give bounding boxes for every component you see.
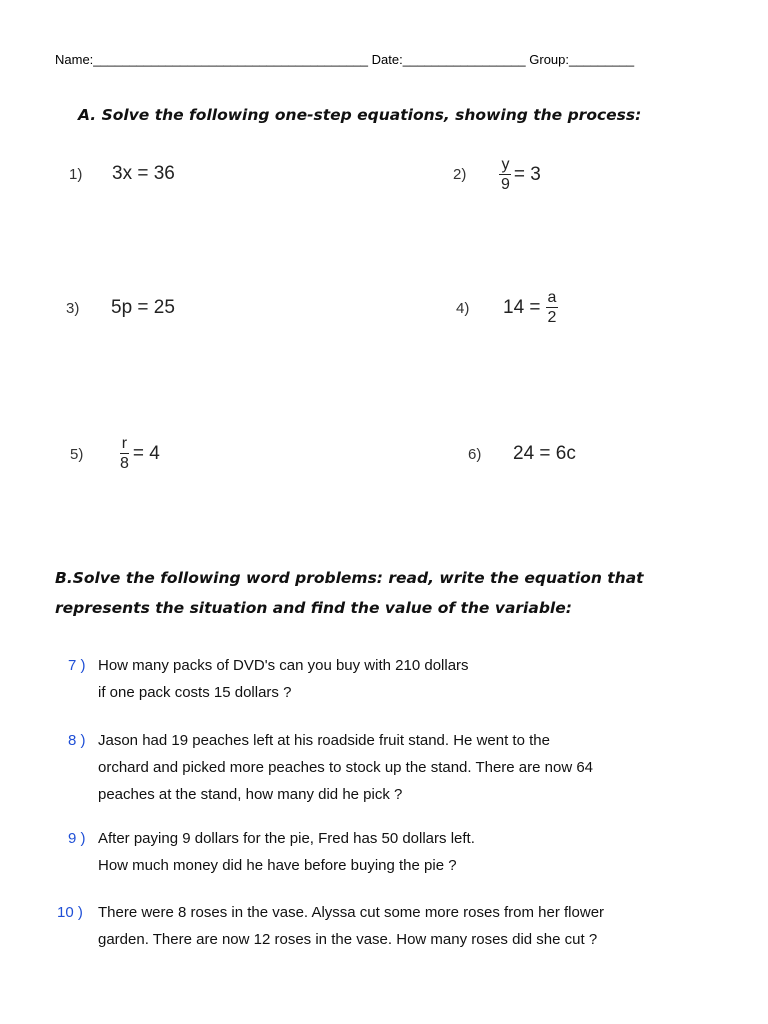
- fraction-denominator: 2: [547, 309, 557, 326]
- word-problem-line: How many packs of DVD's can you buy with 210 dollars: [98, 657, 469, 674]
- problem-4-equation: [503, 289, 560, 326]
- problem-4-number: 4): [456, 300, 470, 317]
- word-problem-line: peaches at the stand, how many did he pick ?: [98, 786, 403, 803]
- word-problem-line: garden. There are now 12 roses in the vase. How many roses did she cut ?: [98, 931, 598, 948]
- word-problem-line: There were 8 roses in the vase. Alyssa cut some more roses from her flower: [98, 904, 605, 921]
- section-a-heading: A. Solve the following one-step equations, showing the process:: [78, 106, 642, 124]
- date-field-label: Date:_________________: [371, 52, 526, 67]
- fraction-numerator: y: [501, 156, 510, 173]
- fraction-numerator: r: [121, 435, 128, 452]
- problem-1-number: 1): [69, 166, 83, 183]
- problem-5-fraction: [118, 435, 131, 472]
- section-b-heading-line-2: represents the situation and find the value of the variable:: [55, 599, 572, 617]
- problem-1-expression: 3x = 36: [112, 163, 175, 184]
- word-problem-line: if one pack costs 15 dollars ?: [98, 684, 292, 701]
- problem-4-fraction: [546, 289, 559, 326]
- problem-5-number: 5): [70, 446, 84, 463]
- word-problem-8: [68, 727, 593, 808]
- group-field-label: Group:_________: [529, 52, 635, 67]
- fraction-denominator: 9: [501, 176, 510, 193]
- word-problem-line: orchard and picked more peaches to stock up the stand. There are now 64: [98, 759, 594, 776]
- word-problem-number: 9 ): [68, 830, 86, 847]
- word-problem-text: [98, 899, 604, 953]
- word-problem-7: [68, 652, 469, 706]
- fraction-denominator: 8: [120, 455, 129, 472]
- word-problem-text: [98, 825, 475, 879]
- problem-6-number: 6): [468, 446, 482, 463]
- word-problem-text: [98, 727, 593, 808]
- word-problem-line: After paying 9 dollars for the pie, Fred has 50 dollars left.: [98, 830, 475, 847]
- word-problem-number: 7 ): [68, 657, 86, 674]
- section-b-heading-line-1: B.Solve the following word problems: read, write the equation that: [55, 569, 644, 587]
- problem-4-lhs: 14 =: [503, 296, 541, 318]
- problem-2-equation: [497, 156, 541, 193]
- problem-6-equation: [513, 443, 576, 465]
- problem-2-number: 2): [453, 166, 467, 183]
- problem-2-rhs: = 3: [513, 163, 541, 185]
- problem-6-expression: 24 = 6c: [513, 443, 576, 464]
- word-problem-10: [57, 899, 604, 953]
- problem-5-equation: [116, 435, 160, 472]
- problem-3-equation: [111, 297, 175, 319]
- problem-5-rhs: = 4: [132, 442, 160, 464]
- problem-3-expression: 5p = 25: [111, 297, 175, 318]
- word-problem-number: 10 ): [57, 904, 83, 921]
- problem-1-equation: [112, 163, 175, 185]
- word-problem-9: [68, 825, 475, 879]
- word-problem-line: Jason had 19 peaches left at his roadside fruit stand. He went to the: [98, 732, 550, 749]
- student-info-header: [55, 52, 634, 67]
- word-problem-line: How much money did he have before buying the pie ?: [98, 857, 457, 874]
- word-problem-text: [98, 652, 469, 706]
- problem-3-number: 3): [66, 300, 80, 317]
- name-field-label: Name:______________________________________: [55, 52, 369, 67]
- word-problem-number: 8 ): [68, 732, 86, 749]
- fraction-numerator: a: [547, 289, 557, 306]
- problem-2-fraction: [499, 156, 512, 193]
